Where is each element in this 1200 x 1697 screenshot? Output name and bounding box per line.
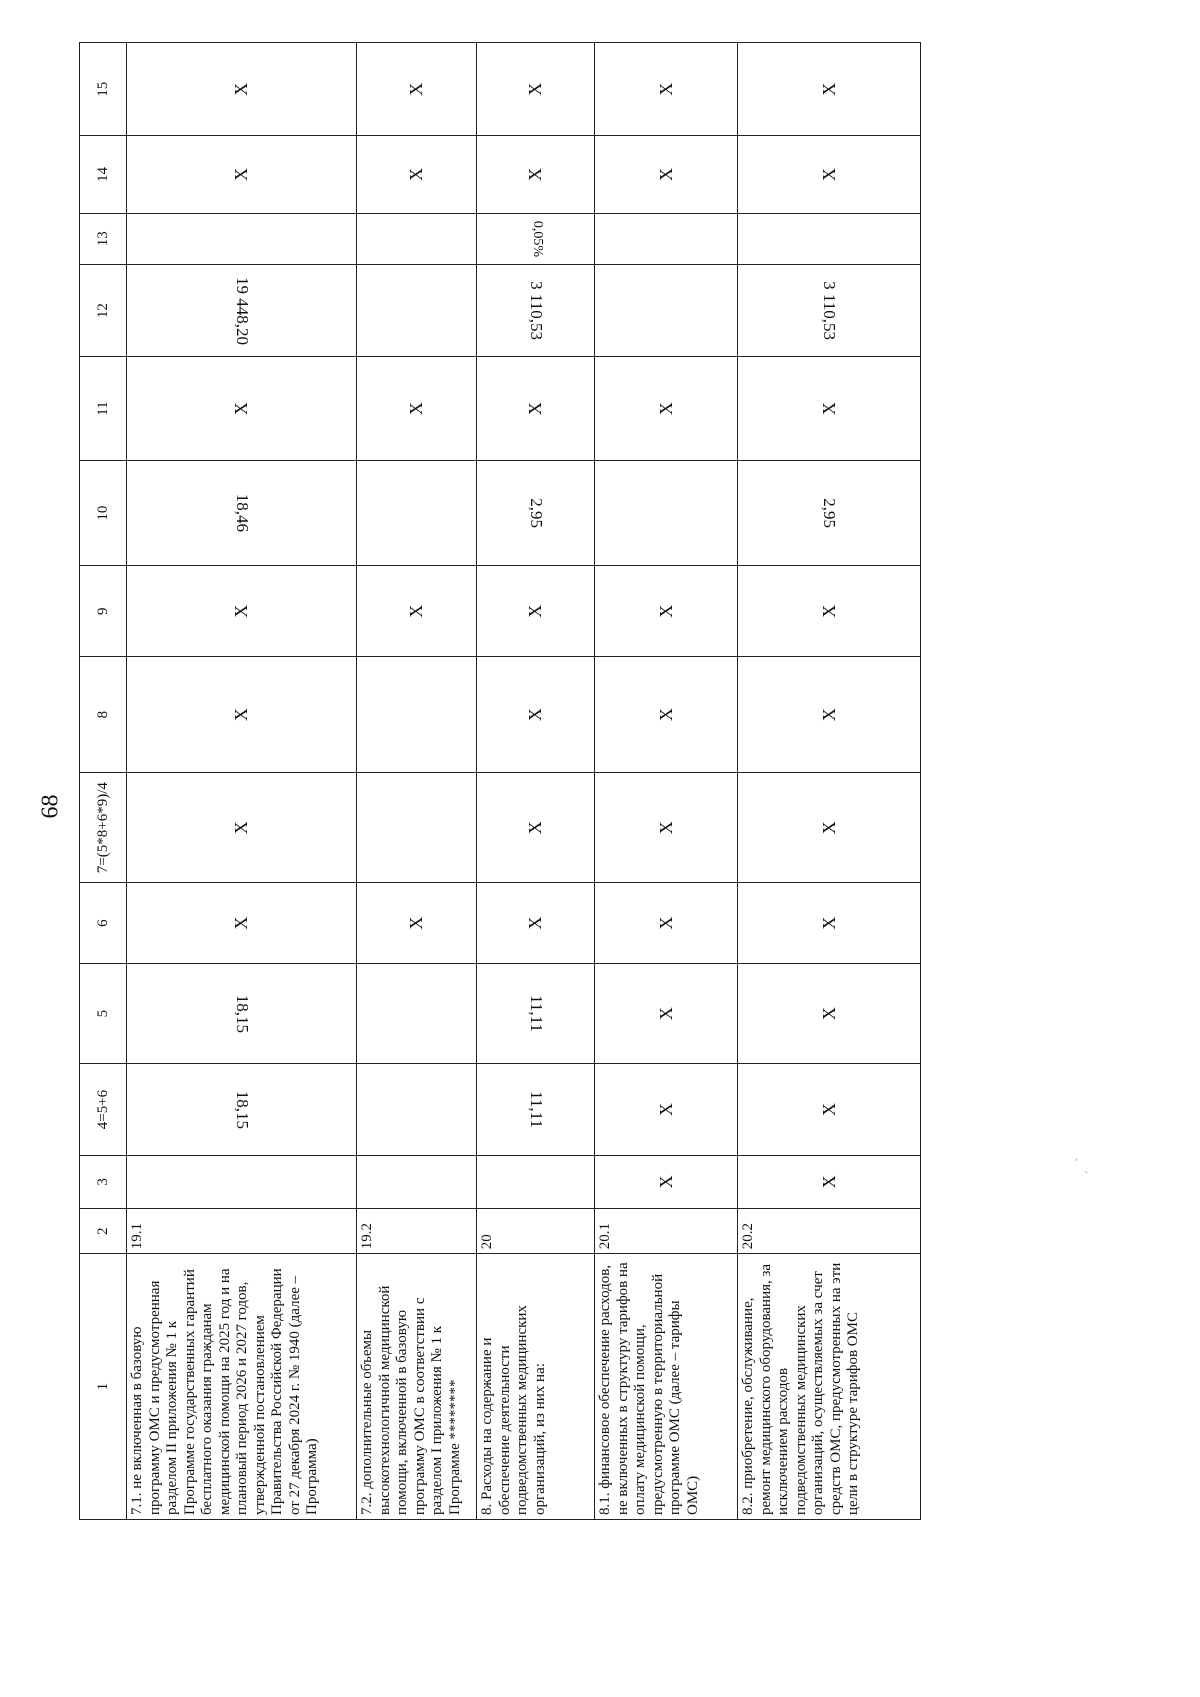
table-cell: X	[127, 772, 357, 882]
table-cell	[477, 1064, 595, 1155]
table-cell: X	[357, 883, 477, 963]
row-code: 20.2	[738, 1209, 921, 1254]
row-code: 19.2	[357, 1209, 477, 1254]
table-cell	[595, 264, 738, 356]
column-header: 9	[80, 566, 127, 657]
table-cell	[127, 1064, 357, 1155]
table-cell: X	[738, 43, 921, 136]
table-cell: X	[477, 43, 595, 136]
page-number: 68	[37, 794, 64, 819]
table-cell: X	[595, 1064, 738, 1155]
table-cell	[127, 264, 357, 356]
table-cell	[477, 264, 595, 356]
table-cell	[127, 213, 357, 264]
table-cell	[127, 461, 357, 566]
table-cell: X	[477, 357, 595, 461]
row-code: 20.1	[595, 1209, 738, 1254]
table-row	[127, 43, 357, 1520]
table-row	[357, 43, 477, 1520]
table-cell: X	[127, 657, 357, 773]
column-header: 6	[80, 883, 127, 963]
table-cell	[738, 213, 921, 264]
table-cell	[357, 1064, 477, 1155]
table-cell: X	[595, 963, 738, 1064]
column-header: 14	[80, 136, 127, 213]
row-description: 8.1. финансовое обеспечение расходов, не включенных в структуру тарифов на оплату медицинской помощи, предусмотренную в территориальной программе ОМС (далее – тарифы ОМС)	[595, 1254, 738, 1520]
table-cell-value: 18,15	[232, 1090, 252, 1129]
header-row	[80, 43, 127, 1520]
column-header: 11	[80, 357, 127, 461]
table-cell: X	[595, 136, 738, 213]
row-description: 8. Расходы на содержание и обеспечение деятельности подведомственных медицинских организаций, из них на:	[477, 1254, 595, 1520]
table-cell: X	[477, 883, 595, 963]
table-cell: X	[595, 566, 738, 657]
table-cell	[477, 1155, 595, 1209]
table-cell	[357, 461, 477, 566]
column-header: 1	[80, 1254, 127, 1520]
table-cell	[127, 963, 357, 1064]
table-cell: X	[595, 657, 738, 773]
table-cell: X	[127, 883, 357, 963]
table-cell: X	[738, 772, 921, 882]
table-cell-value: 11,11	[526, 995, 546, 1033]
table-cell: X	[595, 1155, 738, 1209]
row-description: 7.2. дополнительные объемы высокотехнологичной медицинской помощи, включенной в базовую программу ОМС в соответствии с разделом I приложения № 1 к Программе ********	[357, 1254, 477, 1520]
table-cell	[477, 461, 595, 566]
column-header: 12	[80, 264, 127, 356]
table-cell: X	[738, 566, 921, 657]
column-header: 4=5+6	[80, 1064, 127, 1155]
table-cell: X	[357, 566, 477, 657]
table-cell-value: 2,95	[526, 498, 546, 528]
table-cell-value: 0,05%	[529, 220, 545, 257]
row-code: 20	[477, 1209, 595, 1254]
rotated-table-container	[79, 42, 921, 1520]
table-cell-value: 18,15	[232, 994, 252, 1033]
table-cell: X	[595, 772, 738, 882]
table-cell: X	[738, 657, 921, 773]
table-cell	[595, 213, 738, 264]
row-code: 19.1	[127, 1209, 357, 1254]
table-cell	[357, 772, 477, 882]
table-cell	[738, 264, 921, 356]
table-cell	[477, 963, 595, 1064]
table-cell-value: 3 110,53	[820, 281, 839, 340]
table-cell: X	[477, 772, 595, 882]
table-cell	[357, 963, 477, 1064]
table-cell: X	[357, 357, 477, 461]
scan-artifact: ´ ˎ	[1072, 1158, 1091, 1174]
table-cell: X	[738, 963, 921, 1064]
table-row	[477, 43, 595, 1520]
table-cell: X	[477, 566, 595, 657]
table-cell: X	[595, 357, 738, 461]
table-cell: X	[127, 566, 357, 657]
table-cell: X	[127, 357, 357, 461]
table-cell: X	[595, 883, 738, 963]
row-description: 7.1. не включенная в базовую программу ОМС и предусмотренная разделом II приложения № 1 к Программе государственных гарантий бесплатного оказания гражданам медицинской помощи на 2025 год и на плановый период 2026 и 2027 годов, утвержденной постановлением Правительства Российской Федерации от 27 декабря 2024 г. № 1940 (далее – Программа)	[127, 1254, 357, 1520]
table-cell	[357, 1155, 477, 1209]
column-header: 2	[80, 1209, 127, 1254]
table-cell	[357, 657, 477, 773]
column-header: 3	[80, 1155, 127, 1209]
budget-table	[79, 42, 921, 1520]
table-cell: X	[357, 136, 477, 213]
table-cell: X	[738, 357, 921, 461]
table-cell: X	[738, 883, 921, 963]
table-cell-value: 11,11	[526, 1091, 546, 1129]
table-cell	[357, 213, 477, 264]
row-description: 8.2. приобретение, обслуживание, ремонт медицинского оборудования, за исключением расходов подведомственных медицинских организаций, осуществляемых за счет средств ОМС, предусмотренных на эти цели в структуре тарифов ОМС	[738, 1254, 921, 1520]
column-header: 13	[80, 213, 127, 264]
table-cell: X	[127, 136, 357, 213]
column-header: 7=(5*8+6*9)/4	[80, 772, 127, 882]
table-cell-value: 2,95	[820, 498, 839, 528]
table-cell-value: 19 448,20	[232, 276, 252, 345]
table-row	[595, 43, 738, 1520]
column-header: 5	[80, 963, 127, 1064]
table-cell: X	[477, 136, 595, 213]
table-cell-value: 18,46	[232, 494, 252, 533]
column-header: 15	[80, 43, 127, 136]
table-cell: X	[127, 43, 357, 136]
column-header: 8	[80, 657, 127, 773]
table-cell	[477, 213, 595, 264]
column-header: 10	[80, 461, 127, 566]
table-cell	[357, 264, 477, 356]
table-cell: X	[738, 1155, 921, 1209]
table-cell: X	[738, 136, 921, 213]
table-cell: X	[738, 1064, 921, 1155]
table-row	[738, 43, 921, 1520]
table-cell: X	[595, 43, 738, 136]
table-cell	[595, 461, 738, 566]
table-cell: X	[477, 657, 595, 773]
table-cell: X	[357, 43, 477, 136]
table-cell	[127, 1155, 357, 1209]
table-cell-value: 3 110,53	[526, 281, 546, 340]
table-cell	[738, 461, 921, 566]
